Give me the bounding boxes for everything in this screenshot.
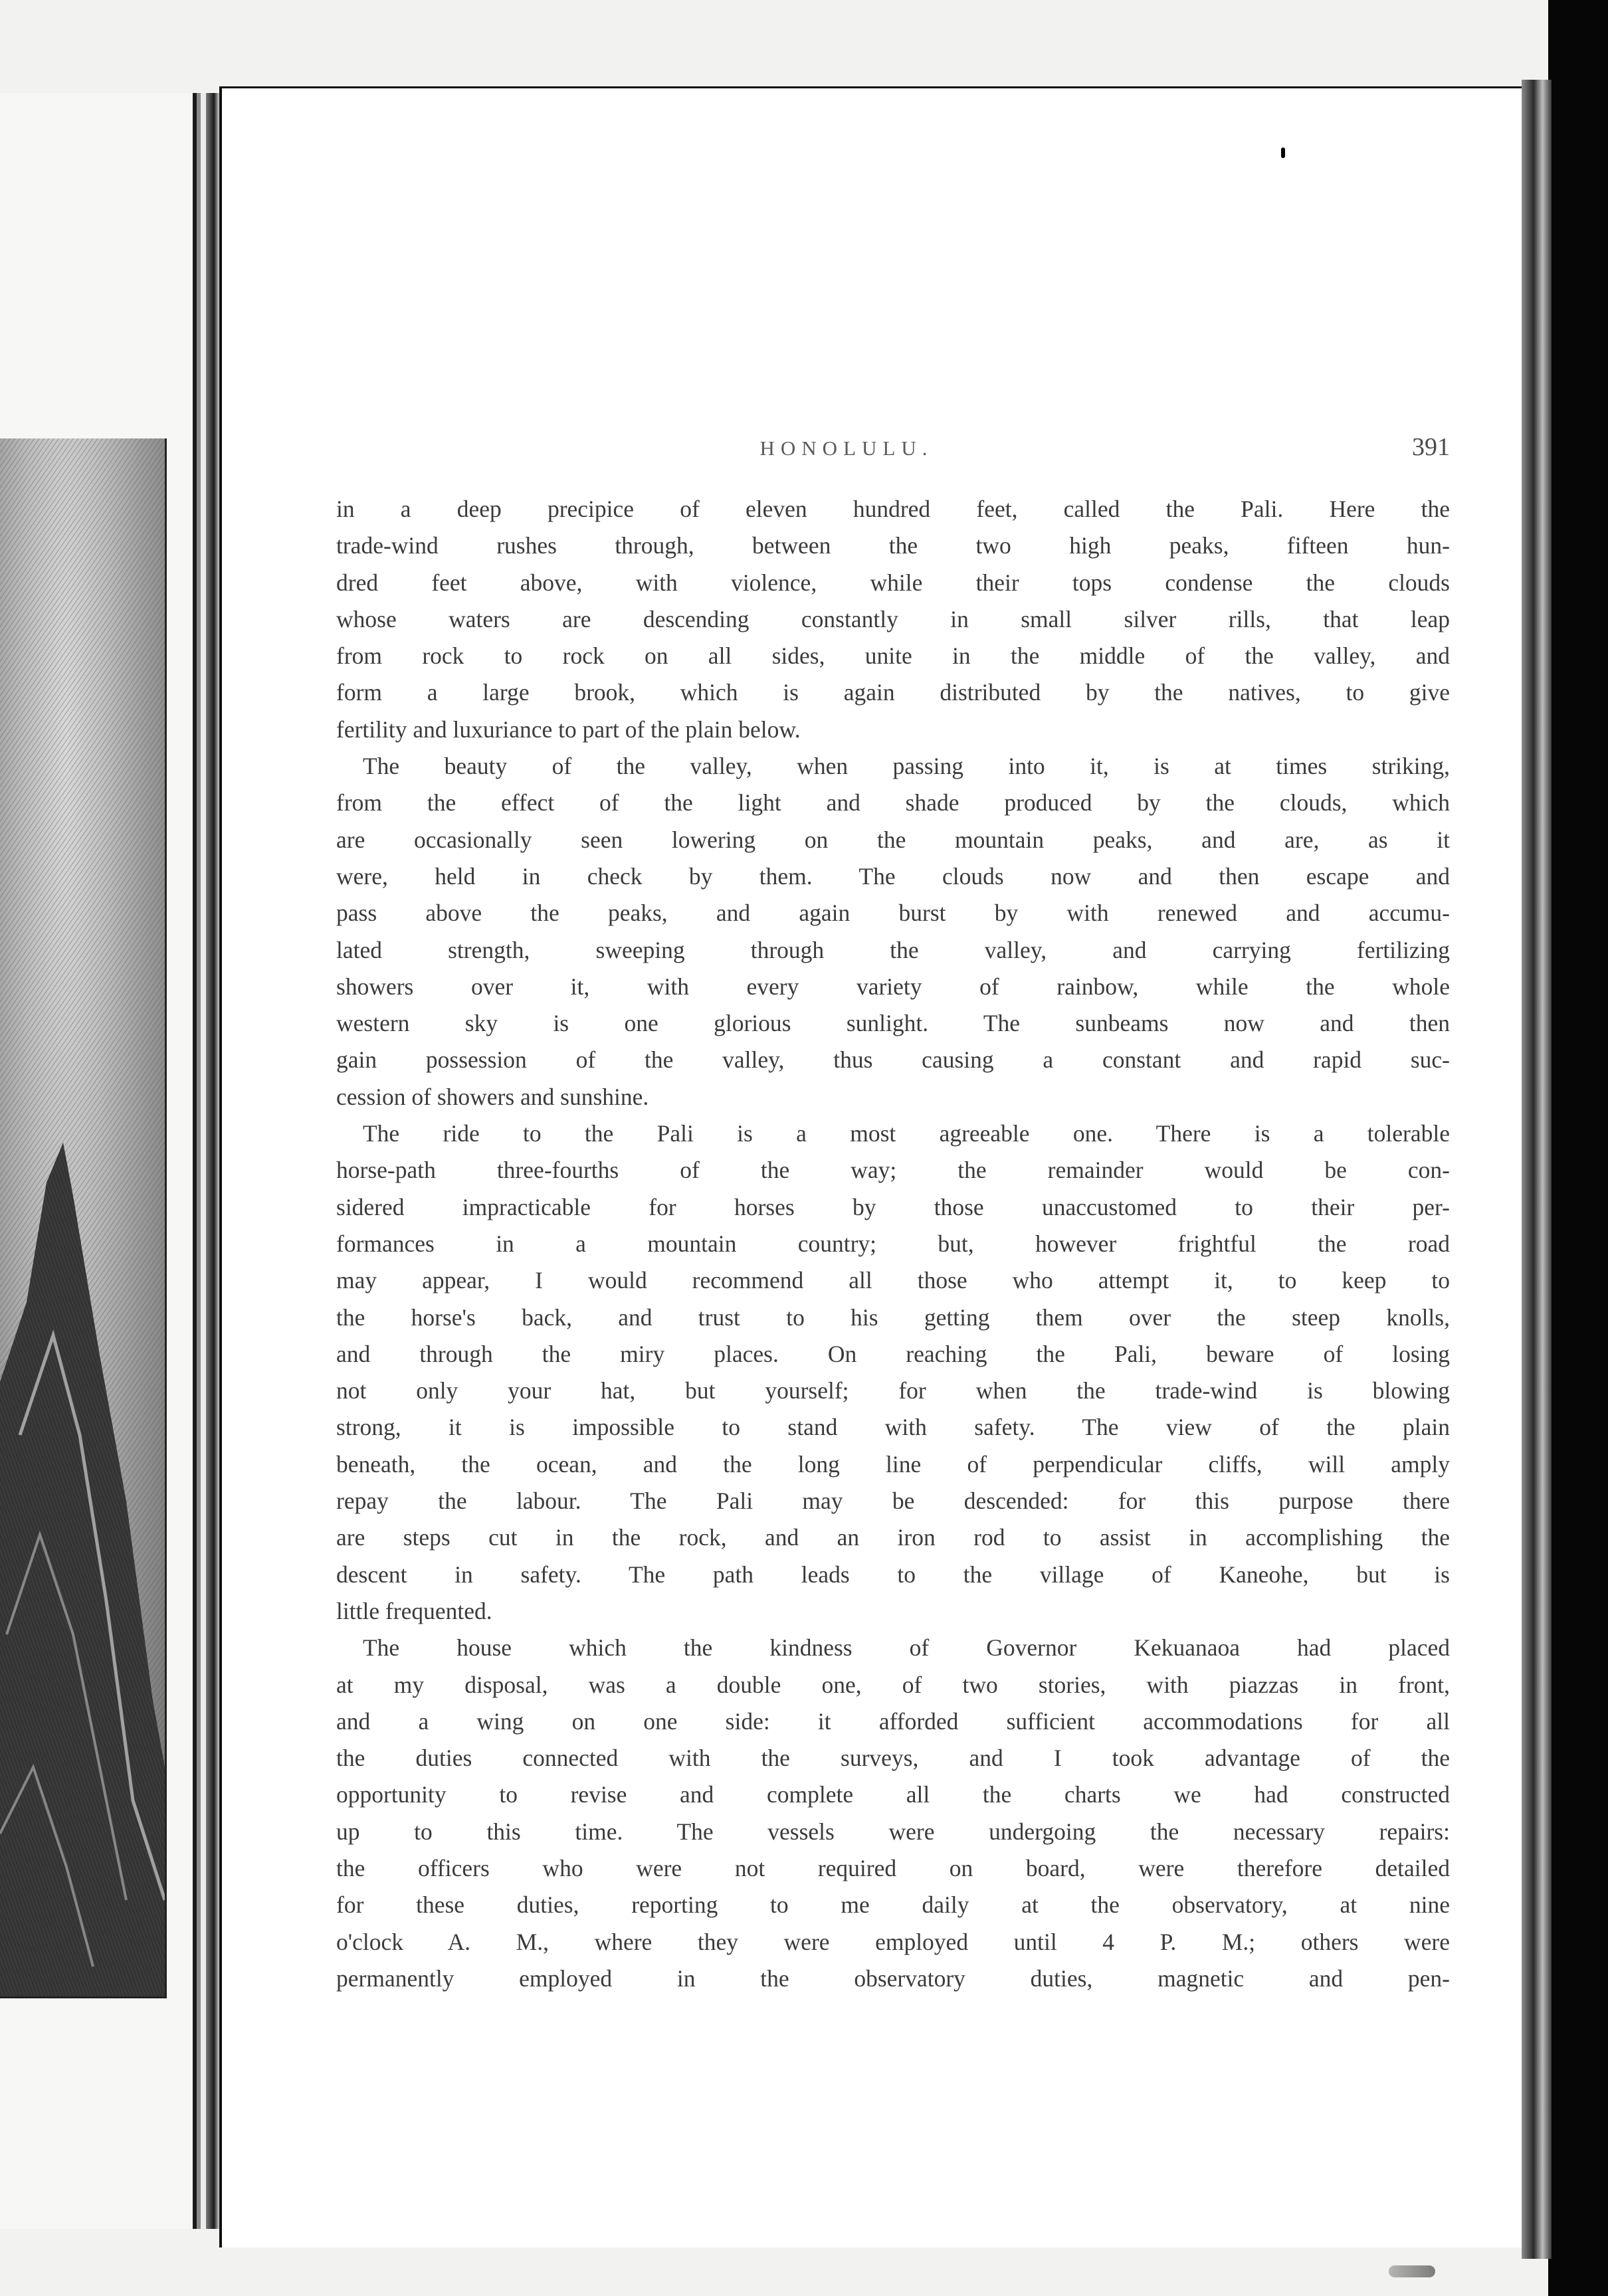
body-text [336, 491, 1450, 1997]
text-line: are steps cut in the rock, and an iron rod to assist in accomplishing the [336, 1524, 1450, 1551]
text-line: The ride to the Pali is a most agreeable one. There is a tolerable [363, 1120, 1450, 1147]
facing-page [0, 93, 197, 2229]
text-line: from the effect of the light and shade produced by the clouds, which [336, 789, 1450, 816]
text-line: whose waters are descending constantly in small silver rills, that leap [336, 605, 1450, 632]
running-head [222, 433, 1524, 470]
text-line: and a wing on one side: it afforded sufficient accommodations for all [336, 1707, 1450, 1735]
text-line: The house which the kindness of Governor Kekuanaoa had placed [363, 1634, 1450, 1662]
text-line: western sky is one glorious sunlight. The sunbeams now and then [336, 1010, 1450, 1037]
text-line: may appear, I would recommend all those who attempt it, to keep to [336, 1267, 1450, 1294]
text-line: the horse's back, and trust to his getting them over the steep knolls, [336, 1303, 1450, 1331]
text-line: cession of showers and sunshine. [336, 1083, 649, 1110]
book-page [219, 86, 1524, 2248]
text-line: are occasionally seen lowering on the mountain peaks, and are, as it [336, 826, 1450, 853]
text-line: gain possession of the valley, thus causing a constant and rapid suc- [336, 1046, 1450, 1074]
text-line: up to this time. The vessels were undergoing the necessary repairs: [336, 1818, 1450, 1845]
text-line: showers over it, with every variety of rainbow, while the whole [336, 973, 1450, 1000]
text-line: for these duties, reporting to me daily at the observatory, at nine [336, 1891, 1450, 1919]
text-line: lated strength, sweeping through the valley, and carrying fertilizing [336, 936, 1450, 963]
paragraph [336, 1115, 1450, 1630]
text-line: formances in a mountain country; but, however frightful the road [336, 1230, 1450, 1257]
text-line: not only your hat, but yourself; for when the trade-wind is blowing [336, 1377, 1450, 1404]
mountain-engraving-illustration [0, 438, 165, 1996]
scan-speck [1281, 147, 1285, 158]
text-line: sidered impracticable for horses by those unaccustomed to their per- [336, 1193, 1450, 1220]
text-line: dred feet above, with violence, while their tops condense the clouds [336, 569, 1450, 596]
text-line: the duties connected with the surveys, and I took advantage of the [336, 1745, 1450, 1772]
text-line: beneath, the ocean, and the long line of perpendicular cliffs, will amply [336, 1450, 1450, 1478]
text-line: o'clock A. M., where they were employed until 4 P. M.; others were [336, 1928, 1450, 1955]
text-line: repay the labour. The Pali may be descended: for this purpose there [336, 1487, 1450, 1515]
paragraph [336, 1630, 1450, 1997]
running-title: HONOLULU. [759, 436, 934, 460]
text-line: from rock to rock on all sides, unite in the middle of the valley, and [336, 642, 1450, 670]
text-line: the officers who were not required on board, were therefore detailed [336, 1854, 1450, 1881]
text-line: little frequented. [336, 1597, 492, 1624]
engraved-plate-fragment [0, 438, 167, 1998]
text-line: permanently employed in the observatory duties, magnetic and pen- [336, 1964, 1450, 1992]
text-line: opportunity to revise and complete all the charts we had constructed [336, 1781, 1450, 1808]
paragraph [336, 491, 1450, 748]
text-line: form a large brook, which is again distributed by the natives, to give [336, 679, 1450, 706]
text-line: horse-path three-fourths of the way; the remainder would be con- [336, 1157, 1450, 1184]
page-edge [1522, 80, 1552, 2259]
text-line: strong, it is impossible to stand with safety. The view of the plain [336, 1414, 1450, 1441]
paragraph [336, 748, 1450, 1115]
text-line: fertility and luxuriance to part of the plain below. [336, 716, 801, 743]
text-line: and through the miry places. On reaching the Pali, beware of losing [336, 1340, 1450, 1367]
text-line: The beauty of the valley, when passing into it, is at times striking, [363, 753, 1450, 780]
text-line: pass above the peaks, and again burst by with renewed and accumu- [336, 900, 1450, 927]
text-line: at my disposal, was a double one, of two stories, with piazzas in front, [336, 1671, 1450, 1698]
text-line: were, held in check by them. The clouds now and then escape and [336, 862, 1450, 890]
text-line: in a deep precipice of eleven hundred feet, called the Pali. Here the [336, 496, 1450, 522]
book-gutter [206, 93, 219, 2229]
page-number: 391 [1412, 433, 1450, 461]
text-line: trade-wind rushes through, between the two high peaks, fifteen hun- [336, 532, 1450, 559]
text-line: descent in safety. The path leads to the village of Kaneohe, but is [336, 1561, 1450, 1588]
scan-smudge [1389, 2265, 1435, 2277]
